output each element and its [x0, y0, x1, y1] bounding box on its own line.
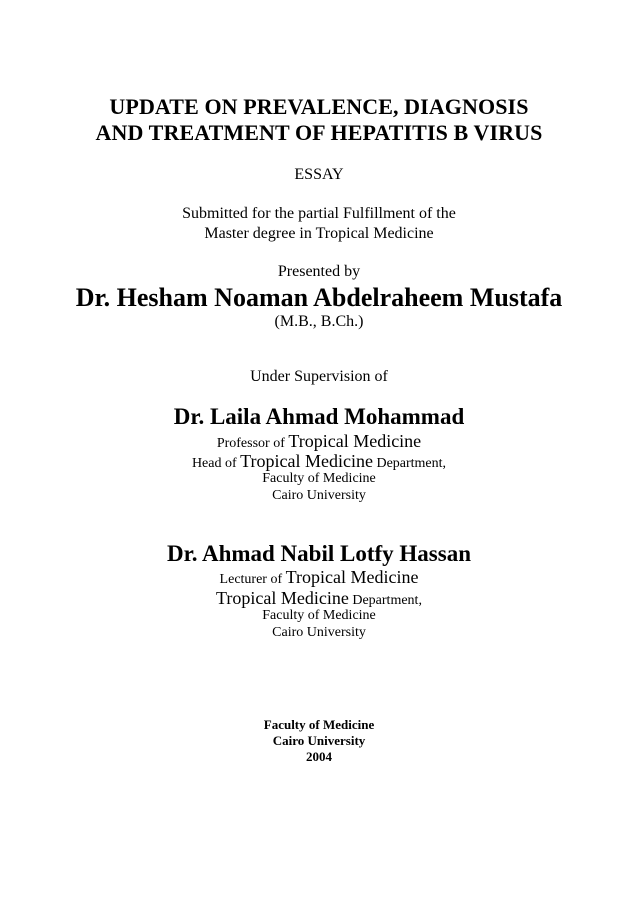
supervisor-1-role — [0, 432, 638, 451]
supervisor-1-dept-prefix: Head of — [191, 456, 241, 471]
presented-by-label: Presented by — [277, 263, 361, 280]
supervisor-1-university: Cairo University — [272, 488, 366, 503]
supervisor-2-name: Dr. Ahmad Nabil Lotfy Hassan — [167, 541, 471, 566]
author-name: Dr. Hesham Noaman Abdelraheem Mustafa — [75, 283, 563, 312]
supervisor-1-dept-suffix: Department, — [372, 456, 447, 471]
supervisor-2-dept-suffix: Department, — [348, 593, 422, 608]
supervisor-1-name: Dr. Laila Ahmad Mohammad — [173, 404, 465, 429]
supervisor-1-role-prefix: Professor of — [216, 436, 289, 451]
footer-university: Cairo University — [272, 733, 366, 748]
supervisor-1-dept-subject: Tropical Medicine — [240, 451, 373, 471]
author-degrees: (M.B., B.Ch.) — [274, 313, 364, 330]
supervisor-1-faculty: Faculty of Medicine — [262, 471, 376, 486]
supervisor-1-department — [0, 452, 638, 471]
supervisor-2-faculty: Faculty of Medicine — [262, 608, 376, 623]
essay-label: ESSAY — [294, 166, 344, 183]
supervisor-2-university: Cairo University — [272, 625, 366, 640]
title-line-2: AND TREATMENT OF HEPATITIS B VIRUS — [95, 120, 543, 145]
submission-line-2: Master degree in Tropical Medicine — [204, 225, 434, 242]
supervisor-2-role-subject: Tropical Medicine — [285, 567, 419, 587]
supervision-label: Under Supervision of — [250, 368, 388, 385]
supervisor-1-role-subject: Tropical Medicine — [288, 431, 422, 451]
footer-year: 2004 — [306, 749, 332, 764]
supervisor-2-dept-subject: Tropical Medicine — [216, 588, 349, 608]
supervisor-2-department — [0, 589, 638, 608]
footer-faculty: Faculty of Medicine — [263, 717, 375, 732]
submission-line-1: Submitted for the partial Fulfillment of the — [182, 205, 456, 222]
supervisor-2-role — [0, 568, 638, 587]
title-line-1: UPDATE ON PREVALENCE, DIAGNOSIS — [109, 94, 529, 119]
supervisor-2-role-prefix: Lecturer of — [219, 572, 286, 587]
